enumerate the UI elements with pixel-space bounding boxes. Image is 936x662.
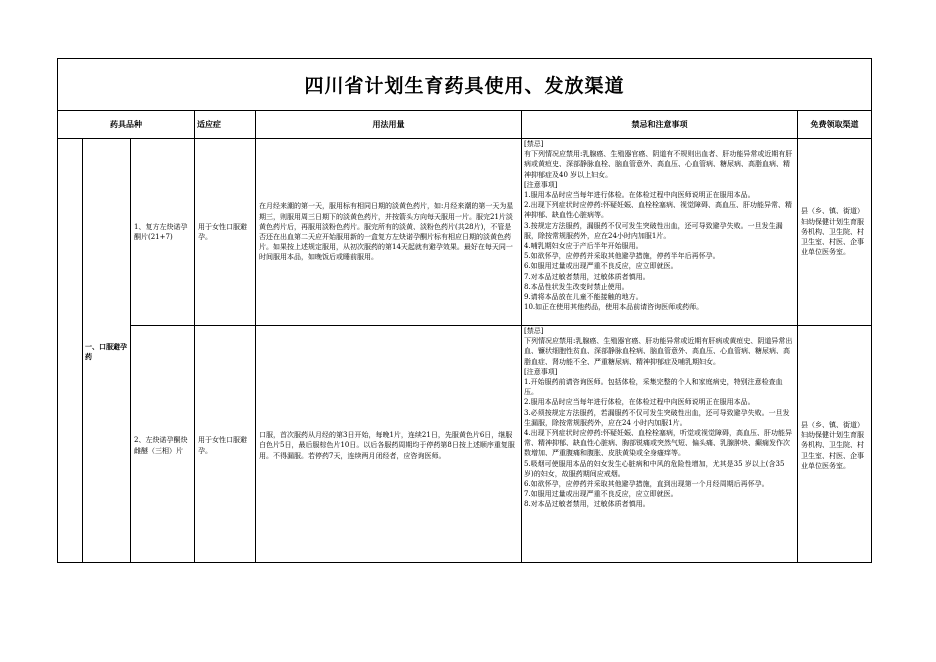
item-2-name-cell [131,326,195,563]
item-1-channel-cell [798,139,871,326]
item-1-note: 5.如欲怀孕，应停药并采取其他避孕措施，停药半年后再怀孕。 [524,252,720,261]
item-1-note: [注意事项] [524,180,558,189]
item-1-channel: 县（乡、镇、街道）妇幼保健计划生育服务机构、卫生院、村卫生室、村医、企事业单位医务室。 [801,207,864,257]
header-indication: 适应症 [195,110,256,139]
item-2-indication-cell [195,326,256,563]
item-2-channel-cell [798,326,871,563]
item-1-name-cell [131,139,195,326]
item-1-note: 10.如正在使用其他药品，使用本品前请咨询医师或药师。 [524,303,704,312]
header-variety: 药具品种 [58,110,195,139]
item-2-note: 6.如欲怀孕，应停药并采取其他避孕措施，直到出现第一个月经周期后再怀孕。 [524,480,769,489]
item-1-note: 1.服用本品时应当每年进行体检。在体检过程中向医师说明正在服用本品。 [524,191,755,200]
item-1-note: 2.出现下列症状时应停药:怀疑妊娠、血栓栓塞病、视觉障碍、高血压、肝功能异常、精神抑郁、缺血性心脏病等。 [524,201,793,220]
category-cell [83,139,131,563]
item-1-note: 7.对本品过敏者禁用，过敏体质者慎用。 [524,272,650,281]
item-2-note: 7.如服用过量或出现严重不良反应，应立即就医。 [524,490,678,499]
item-1-name: 1、复方左炔诺孕酮片(21+7) [134,222,188,241]
item-2-note: [注意事项] [524,367,558,376]
item-2-note: 4.出现下列症状时应停药:怀疑妊娠、血栓栓塞病，听觉或视觉障碍，高血压、肝功能异常、精神抑郁、缺血性心脏病、胸部锐痛或突然气短、偏头痛、乳腺肿块、癫痫发作次数增加、严重腹痛和腹胀、皮肤黄染或全身瘙痒等。 [524,429,793,458]
item-1-usage-cell [256,139,522,326]
item-1-note: 3.按规定方法服药，漏服药不仅可发生突破性出血，还可导致避孕失败。一旦发生漏服，除按常规服药外，应在24小时内加服1片。 [524,221,783,240]
item-1-note: [禁忌] [524,140,544,148]
header-channel: 免费领取渠道 [798,110,871,139]
item-1-note: 有下列情况应禁用:乳腺癌、生殖器官癌、阴道有不规则出血者、肝功能异常或近期有肝病或黄疸史、深部静脉血栓、脑血管意外、高血压、心血管病、糖尿病、高脂血病、精神抑郁症及40 岁以上妇女。 [524,150,793,179]
item-2-note: 1.开始服药前请咨询医师。包括体检，采集完整的个人和家庭病史，特别注意检查血压。 [524,378,783,397]
page-title: 四川省计划生育药具使用、发放渠道 [304,75,625,97]
item-1-usage: 在月经来潮的第一天，服用标有相同日期的淡黄色药片，如:月经来潮的第一天为星期三，则服用周三日期下的淡黄色药片，并按箭头方向每天服用一片。服完21片淡黄色药片后，再服用淡粉色药片。服完所有的淡黄、淡粉色药片(共28片)，不管是否还在出血第二天应开始服用新的一盒复方左炔诺孕酮片标有相应日期的淡黄色药片。如果按上述规定服用，从初次服药的第14天起就有避孕效果。最好在每天同一时间服用本品，如晚饭后或睡前服用。 [259,202,514,262]
blank-column [58,139,83,563]
item-2-note: 5.吸烟可使服用本品的妇女发生心脏病和中风的危险性增加，尤其是35 岁以上(含35 岁)的妇女，故服药期间应戒烟。 [524,459,785,478]
spreadsheet-table [57,58,872,563]
item-2-channel: 县（乡、镇、街道）妇幼保健计划生育服务机构、卫生院、村卫生室、村医、企事业单位医务室。 [801,420,864,470]
item-1-note: 8.本品性状发生改变时禁止使用。 [524,282,629,291]
item-1-note: 4.哺乳期妇女应于产后半年开始服用。 [524,242,643,251]
item-2-usage-cell [256,326,522,563]
item-1-notes-cell [522,139,798,326]
header-usage: 用法用量 [256,110,522,139]
item-2-note: 8.对本品过敏者禁用，过敏体质者慎用。 [524,500,650,509]
item-2-note: [禁忌] [524,327,544,335]
item-1-note: 9.请将本品放在儿童不能接触的地方。 [524,293,643,302]
item-2-notes-cell [522,326,798,563]
item-1-indication: 用于女性口服避孕。 [198,222,247,241]
header-contraindications: 禁忌和注意事项 [522,110,798,139]
item-2-note: 下列情况应禁用:乳腺癌、生殖器官癌、肝功能异常或近期有肝病或黄疸史、阴道异常出血、镰状细胞性贫血、深部静脉血栓病、脑血管意外、高血压、心血管病、糖尿病、高脂血症、肾功能不全、严重糖尿病、精神抑郁症及哺乳期妇女。 [524,337,793,366]
item-1-indication-cell [195,139,256,326]
item-2-note: 2.服用本品时应当每年进行体检，在体检过程中向医师说明正在服用本品。 [524,398,755,407]
item-2-indication: 用于女性口服避孕。 [198,436,247,455]
item-2-name: 2、左炔诺孕酮炔雌醚（三相）片 [134,436,188,455]
category-label: 一、口服避孕药 [85,342,127,361]
item-2-note: 3.必须按规定方法服药，若漏服药不仅可发生突破性出血，还可导致避孕失败。一旦发生漏服，除按常规服药外，应在24 小时内加服1片。 [524,408,790,427]
title-row [58,59,871,111]
item-2-usage: 口服，首次服药从月经的第3日开始，每晚1片，连续21日，先服黄色片6日，继服白色片5日，最后服棕色片10日。以后各服药周期均于停药第8日按上述顺序重复服用。不得漏服。若停药7天，连续两月闭经者，应咨询医师。 [259,431,515,460]
item-1-note: 6.如服用过量或出现严重不良反应，应立即就医。 [524,262,678,271]
